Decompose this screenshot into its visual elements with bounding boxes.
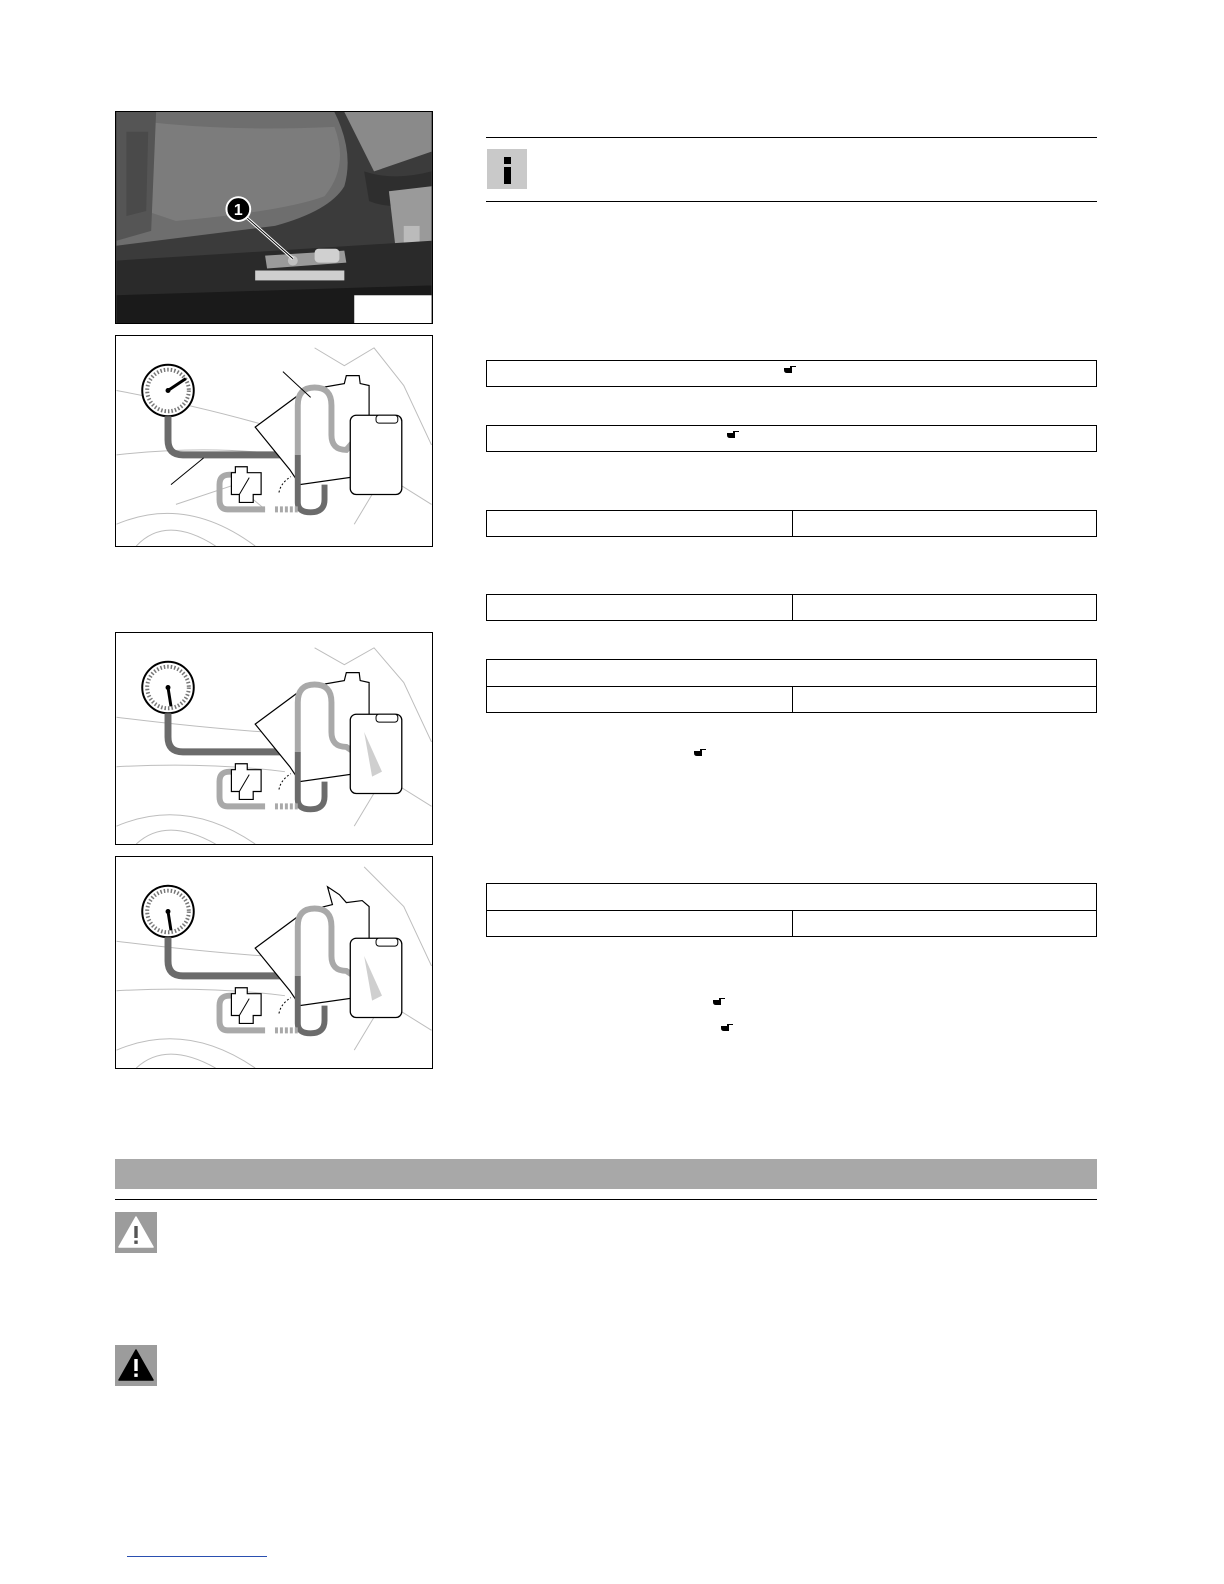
fuel-pressure-diagram-1 — [115, 335, 433, 547]
info-icon — [487, 149, 527, 189]
pressure-gauge-tank-illustration — [116, 857, 432, 1068]
spec-box-2 — [486, 425, 1097, 452]
info-note-top-rule — [486, 137, 1097, 138]
footer-link-underline[interactable] — [127, 1556, 267, 1557]
pointing-hand-icon — [727, 430, 740, 439]
pointing-hand-icon — [694, 748, 707, 757]
spec-table-3 — [486, 659, 1097, 713]
pointing-hand-icon — [784, 365, 797, 374]
pressure-gauge-setup-illustration — [116, 336, 432, 546]
section-header-bar — [115, 1159, 1097, 1189]
photo-fuel-tank-figure — [115, 111, 433, 324]
pointing-hand-icon — [721, 1023, 734, 1032]
info-note-bottom-rule — [486, 201, 1097, 202]
spec-table-2 — [486, 594, 1097, 621]
photo-fuel-tank-illustration — [116, 112, 432, 323]
pointing-hand-icon — [713, 997, 726, 1006]
spec-box-1 — [486, 360, 1097, 387]
spec-table-1 — [486, 510, 1097, 537]
section-rule — [115, 1199, 1097, 1200]
pressure-gauge-reading-illustration — [116, 633, 432, 844]
fuel-pressure-diagram-2 — [115, 632, 433, 845]
figure-callout-1: 1 — [233, 202, 243, 220]
fuel-pressure-diagram-3 — [115, 856, 433, 1069]
warning-icon — [115, 1345, 157, 1386]
warning-icon — [115, 1212, 157, 1253]
spec-table-4 — [486, 883, 1097, 937]
